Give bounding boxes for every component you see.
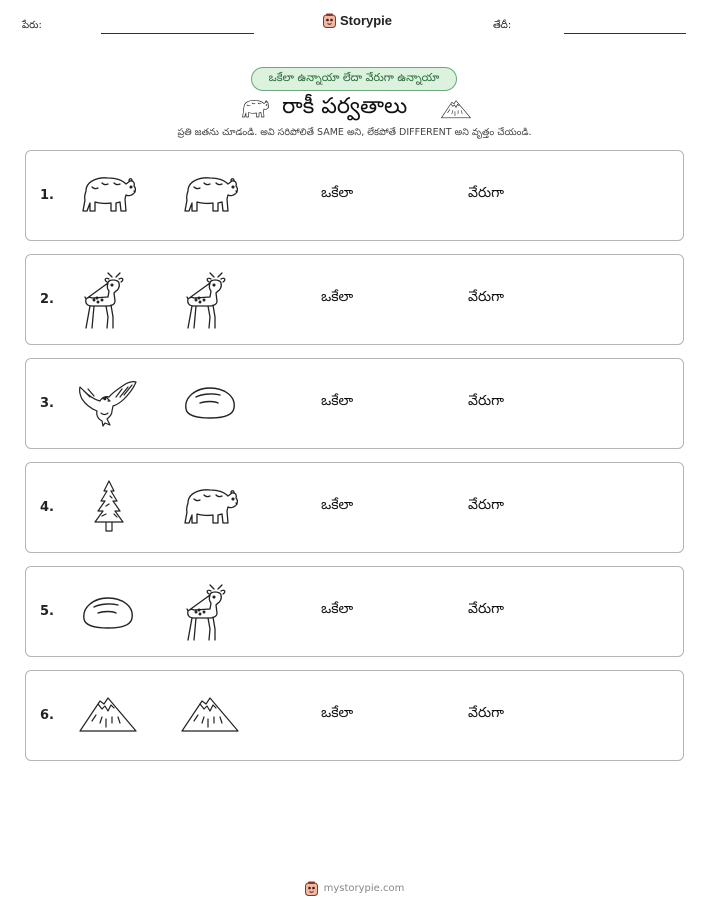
- rock-icon: [180, 377, 240, 435]
- different-option[interactable]: వేరుగా: [468, 393, 504, 409]
- question-number: 3.: [40, 396, 54, 411]
- brand-logo: [323, 13, 392, 28]
- different-option[interactable]: వేరుగా: [468, 185, 504, 201]
- same-option[interactable]: ఒకేలా: [321, 601, 354, 617]
- mountain-icon: [78, 689, 138, 747]
- bear-icon: [78, 169, 138, 227]
- question-number: 2.: [40, 292, 54, 307]
- question-row: [25, 358, 684, 449]
- brand-name: Storypie: [340, 13, 393, 28]
- bear-icon: [180, 481, 240, 539]
- question-number: 6.: [40, 708, 54, 723]
- mountain-icon: [180, 689, 240, 747]
- same-option[interactable]: ఒకేలా: [321, 497, 354, 513]
- question-number: 5.: [40, 604, 54, 619]
- different-option[interactable]: వేరుగా: [468, 601, 504, 617]
- footer-url[interactable]: mystorypie.com: [323, 883, 405, 894]
- rock-icon: [78, 587, 138, 645]
- question-number: 1.: [40, 188, 54, 203]
- question-row: [25, 566, 684, 657]
- different-option[interactable]: వేరుగా: [468, 497, 504, 513]
- storypie-logo-icon: [305, 881, 318, 896]
- different-option[interactable]: వేరుగా: [468, 705, 504, 721]
- bear-icon: [180, 169, 240, 227]
- activity-badge-text: ఒకేలా ఉన్నాయా లేదా వేరుగా ఉన్నాయా: [268, 71, 440, 84]
- same-option[interactable]: ఒకేలా: [321, 185, 354, 201]
- question-row: [25, 670, 684, 761]
- name-label: పేరు:: [22, 20, 42, 31]
- same-option[interactable]: ఒకేలా: [321, 705, 354, 721]
- date-line[interactable]: [564, 33, 686, 34]
- instructions: ప్రతి జతను చూడండి. అవి సరిపోలితే SAME అని, లేకపోతే DIFFERENT అని వృత్తం చేయండి.: [177, 127, 532, 138]
- question-row: [25, 254, 684, 345]
- pine-tree-icon: [84, 479, 144, 537]
- name-line[interactable]: [101, 33, 254, 34]
- deer-icon: [78, 271, 138, 329]
- question-row: [25, 150, 684, 241]
- eagle-icon: [78, 379, 138, 437]
- footer: [0, 881, 709, 896]
- deer-icon: [180, 583, 240, 641]
- question-number: 4.: [40, 500, 54, 515]
- storypie-logo-icon: [323, 13, 336, 28]
- date-label: తేదీ:: [493, 20, 512, 31]
- activity-badge: [251, 67, 457, 91]
- page-title: రాకీ పర్వతాలు: [282, 94, 408, 119]
- same-option[interactable]: ఒకేలా: [321, 289, 354, 305]
- mountain-icon: [440, 96, 472, 122]
- bear-icon: [240, 96, 270, 121]
- same-option[interactable]: ఒకేలా: [321, 393, 354, 409]
- title-row: [0, 94, 709, 124]
- different-option[interactable]: వేరుగా: [468, 289, 504, 305]
- deer-icon: [180, 271, 240, 329]
- question-row: [25, 462, 684, 553]
